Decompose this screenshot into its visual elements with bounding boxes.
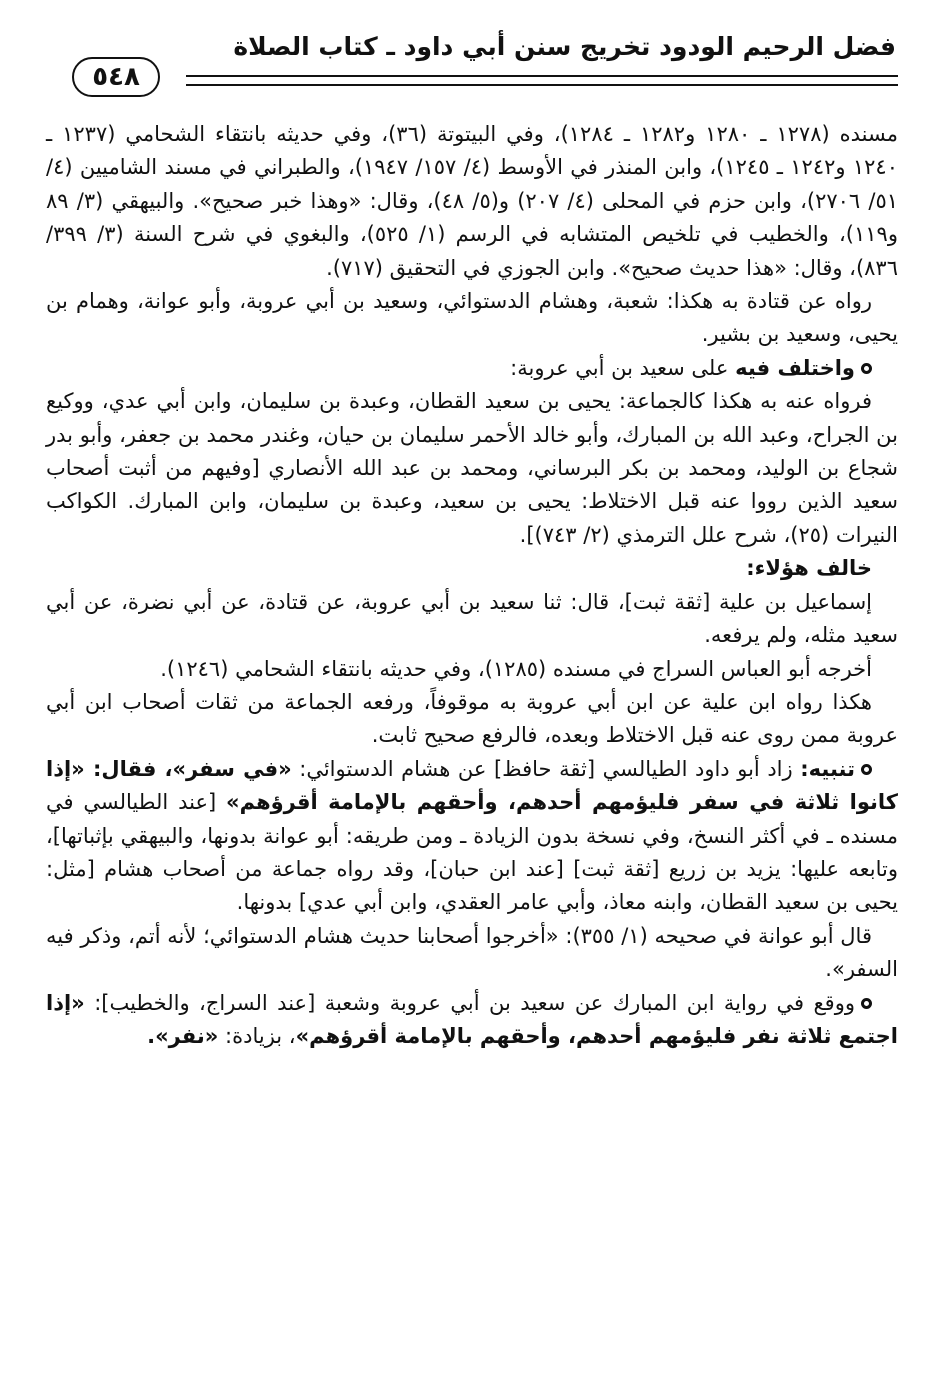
page-header [46, 32, 898, 92]
dispute-text: على سعيد بن أبي عروبة: [510, 355, 729, 380]
paragraph-conclusion: هكذا رواه ابن علية عن ابن أبي عروبة به موقوفاً، ورفعه الجماعة من ثقات أصحاب ابن أبي عروبة ممن روى عنه قبل الاختلاط وبعده، فالرفع صحيح ثابت. [46, 689, 898, 748]
bullet-icon [861, 998, 872, 1009]
page-number: ٥٤٨ [72, 57, 160, 97]
note-quote: «في سفر»، فقال: «إذا كانوا ثلاثة في سفر فليؤمهم أحدهم، وأحقهم بالإمامة أقرؤهم» [46, 756, 898, 815]
paragraph-group-narration: فرواه عنه به هكذا كالجماعة: يحيى بن سعيد القطان، وعبدة بن سليمان، وابن أبي عدي، ووكيع بن الجراح، وعبد الله بن المبارك، وأبو خالد الأحمر سليمان بن حيان، وغندر محمد بن جعفر، وأبو بدر شجاع بن الوليد، ومحمد بن بكر البرساني، ومحمد بن عبد الله الأنصاري [وفيهم من أثبت أصحاب سعيد الذين رووا عنه قبل الاختلاط: يحيى بن سعيد، وعبدة بن سليمان، وابن المبارك. الكواكب النيرات (٢٥)، شرح علل الترمذي (٢/ ٧٤٣)]. [46, 389, 898, 547]
mubarak-word: «نفر». [147, 1023, 219, 1048]
paragraph-opposed: خالف هؤلاء: [746, 556, 872, 581]
page-number-badge [46, 56, 186, 98]
paragraph-note [46, 753, 898, 920]
running-title: فضل الرحيم الودود تخريج سنن أبي داود ـ كتاب الصلاة [233, 32, 896, 61]
paragraph-dispute [46, 352, 898, 385]
paragraph-citations: مسنده (١٢٧٨ ـ ١٢٨٠ و١٢٨٢ ـ ١٢٨٤)، وفي البيتوتة (٣٦)، وفي حديثه بانتقاء الشحامي (١٢٣٧ ـ ١٢٤٠ و١٢٤٢ ـ ١٢٤٥)، وابن المنذر في الأوسط (٤/ ١٥٧/ ١٩٤٧)، والطبراني في مسند الشاميين (٤/ ٥١/ ٢٧٠٦)، وابن حزم في المحلى (٤/ ٢٠٧) و(٥/ ٤٨)، وقال: «وهذا خبر صحيح». والبيهقي (٣/ ٨٩ و١١٩)، والخطيب في تلخيص المتشابه في الرسم (١/ ٥٢٥)، والبغوي في شرح السنة (٣/ ٣٩٩/ ٨٣٦)، وقال: «هذا حديث صحيح». وابن الجوزي في التحقيق (٧١٧). [46, 122, 898, 280]
paragraph-ibn-mubarak [46, 987, 898, 1054]
note-text-a: زاد أبو داود الطيالسي [ثقة حافظ] عن هشام الدستوائي: [299, 756, 793, 781]
paragraph-narrators: رواه عن قتادة به هكذا: شعبة، وهشام الدستوائي، وسعيد بن أبي عروبة، وأبو عوانة، وهمام بن يحيى، وسعيد بن بشير. [46, 289, 898, 347]
mubarak-quote: «إذا اجتمع ثلاثة نفر فليؤمهم أحدهم، وأحقهم بالإمامة أقرؤهم» [46, 990, 898, 1048]
paragraph-abu-awana: قال أبو عوانة في صحيحه (١/ ٣٥٥): «أخرجوا أصحابنا حديث هشام الدستوائي؛ لأنه أتم، وذكر فيه السفر». [46, 923, 898, 982]
paragraph-ibn-ulayya: إسماعيل بن علية [ثقة ثبت]، قال: ثنا سعيد بن أبي عروبة، عن قتادة، عن أبي نضرة، عن أبي سعيد مثله، ولم يرفعه. [46, 589, 898, 648]
bullet-icon [861, 764, 872, 775]
note-text-c: [عند الطيالسي في مسنده ـ في أكثر النسخ، وفي نسخة بدون الزيادة ـ ومن طريقه: أبو عوانة بدونها، والبيهقي بإثباتها]، وتابعه عليها: يزيد بن زريع [ثقة ثبت] [عند ابن حبان]، وقد رواه جماعة من أصحاب هشام [مثل: يحيى بن سعيد القطان، وابنه معاذ، وأبي عامر العقدي، وابن أبي عدي] بدونها. [46, 790, 898, 915]
dispute-lead: واختلف فيه [735, 355, 855, 380]
bullet-icon [861, 363, 872, 374]
mubarak-text-a: ووقع في رواية ابن المبارك عن سعيد بن أبي عروبة وشعبة [عند السراج، والخطيب]: [94, 990, 856, 1015]
mubarak-text-c: ، بزيادة: [225, 1023, 296, 1048]
note-lead: تنبيه: [800, 756, 855, 781]
book-page [46, 0, 898, 1395]
page-body [46, 118, 898, 1053]
paragraph-sarraj: أخرجه أبو العباس السراج في مسنده (١٢٨٥)، وفي حديثه بانتقاء الشحامي (١٢٤٦). [160, 656, 872, 681]
